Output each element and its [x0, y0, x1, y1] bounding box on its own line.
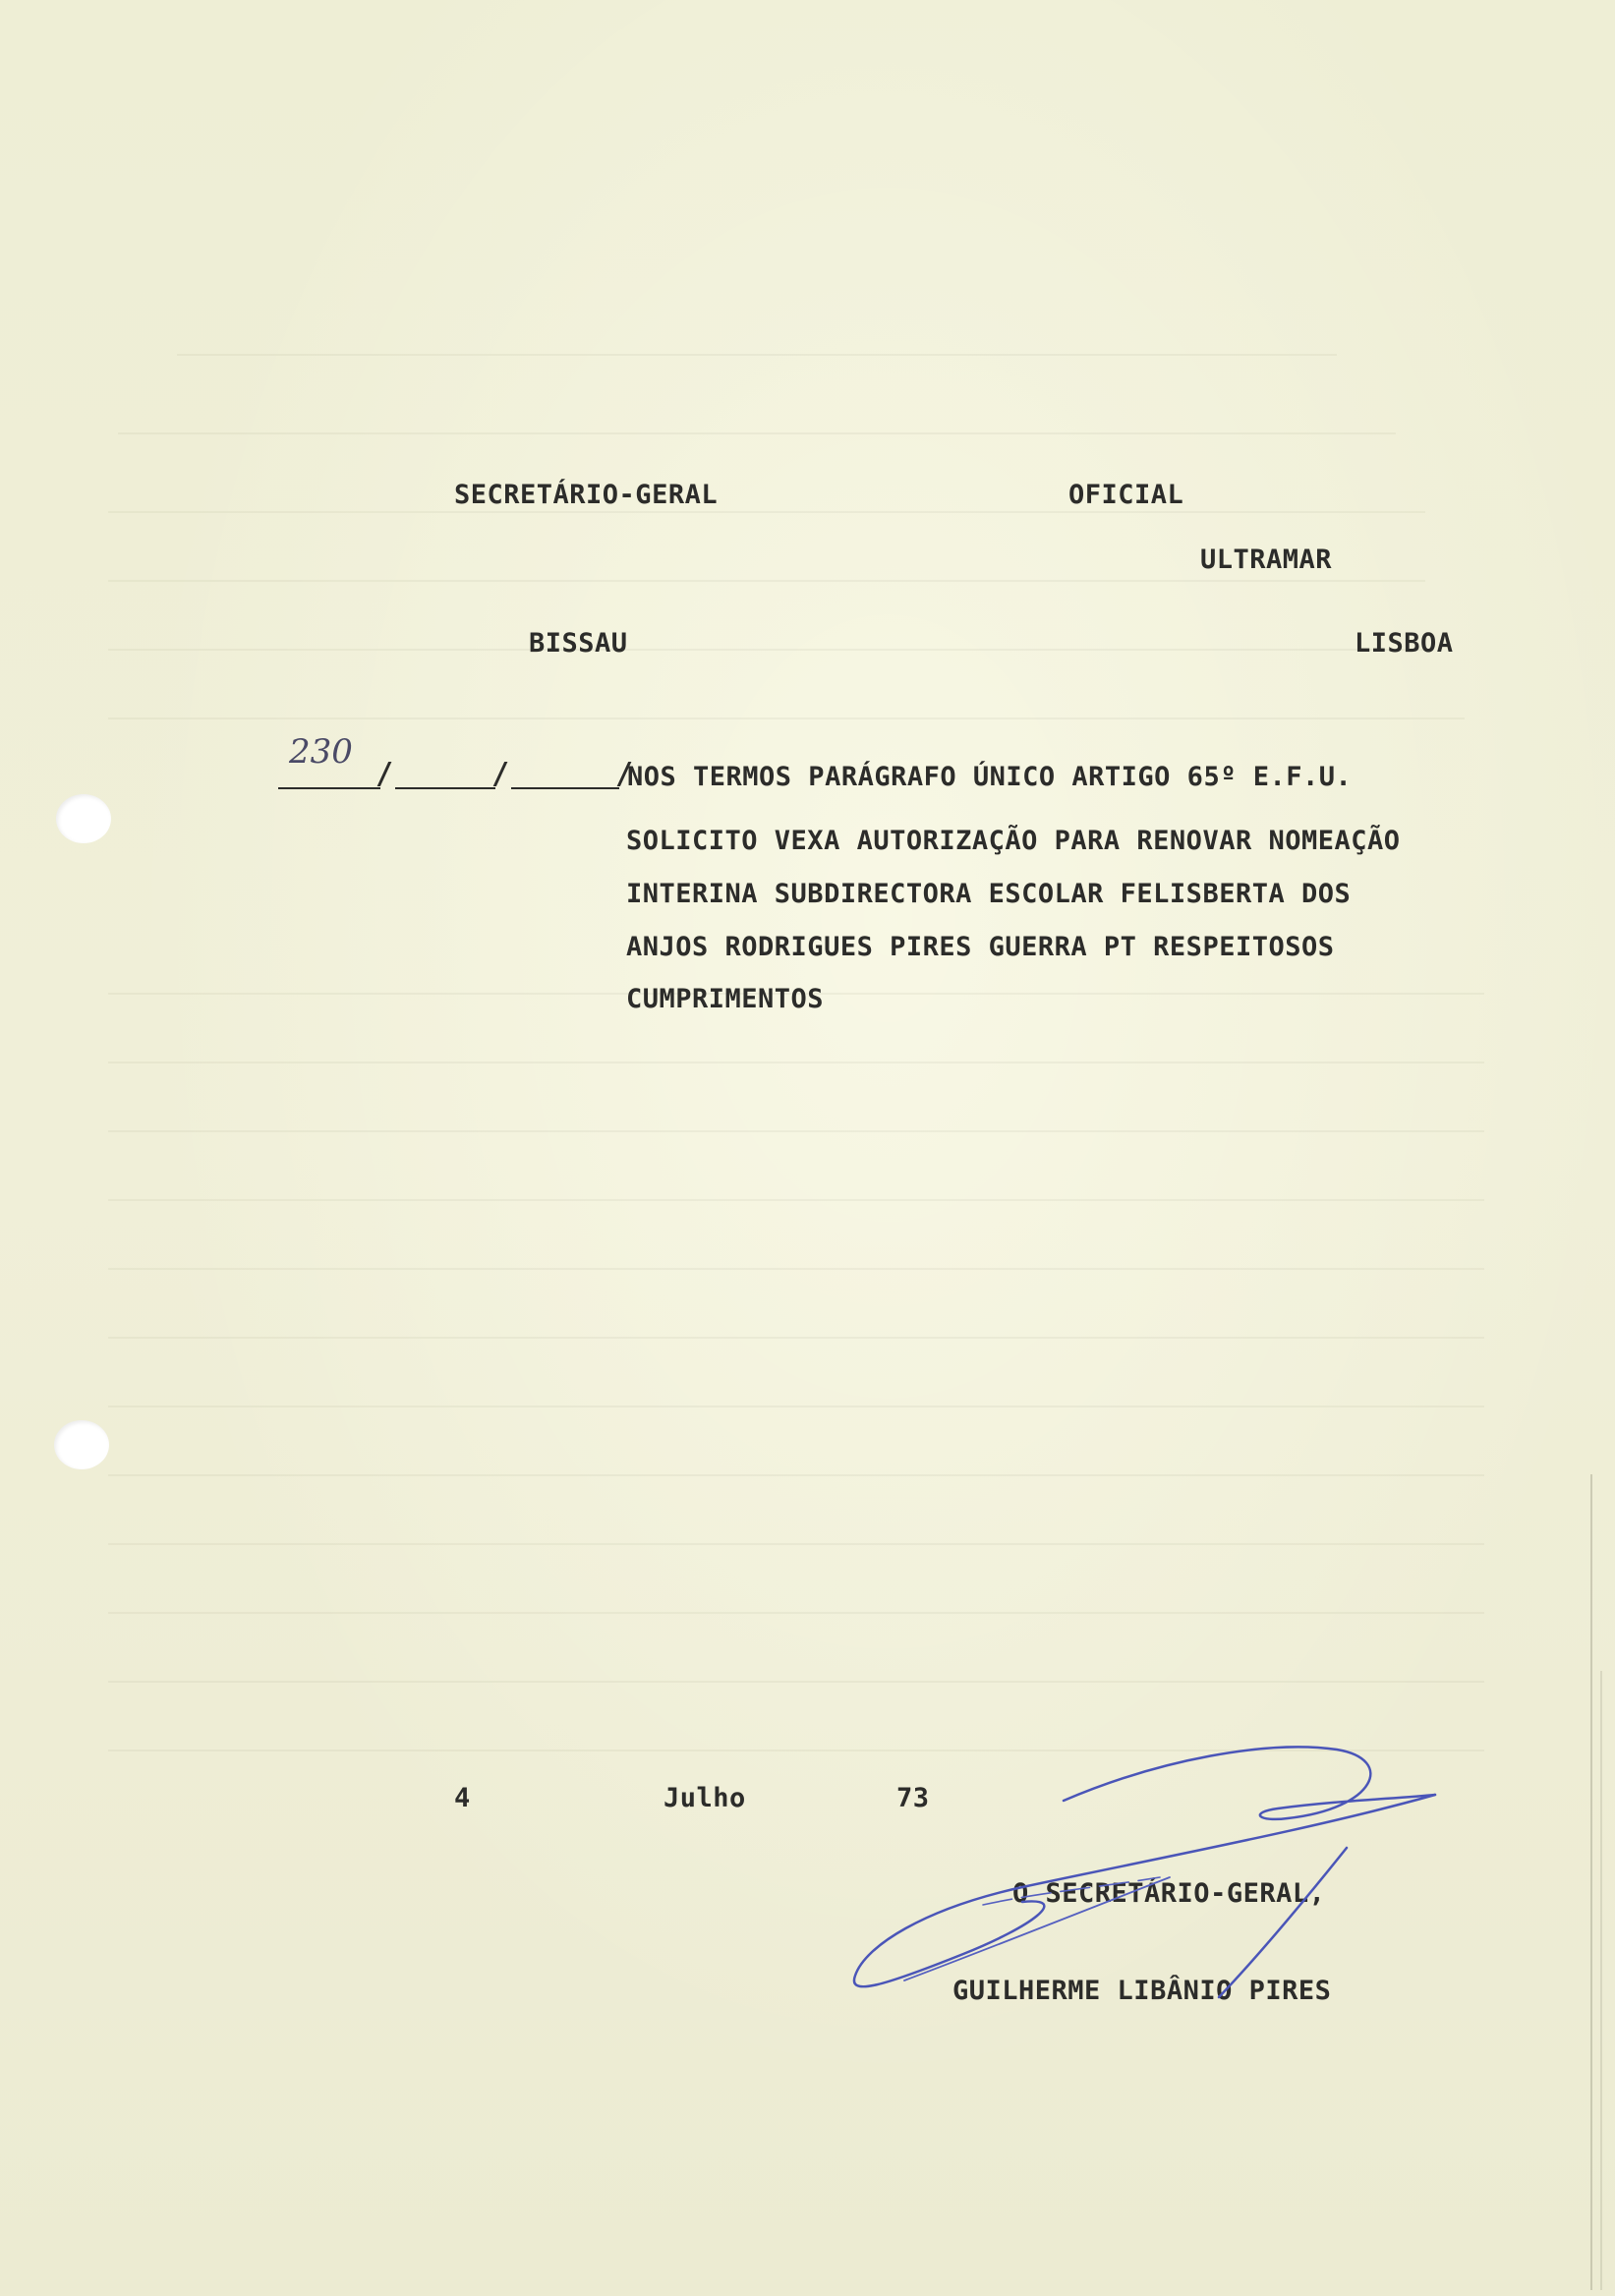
- bleed-through-line: [108, 1474, 1484, 1476]
- bleed-through-line: [108, 718, 1465, 719]
- message-line: NOS TERMOS PARÁGRAFO ÚNICO ARTIGO 65º E.F.U.: [627, 762, 1353, 792]
- bleed-through-line: [108, 1406, 1484, 1407]
- reference-number: 230: [289, 732, 353, 772]
- bleed-through-line: [108, 580, 1425, 582]
- bleed-through-line: [108, 649, 1425, 651]
- reference-separator: /: [615, 757, 634, 791]
- paper-edge-crease: [1600, 1671, 1602, 2290]
- handwritten-signature: [845, 1740, 1553, 2025]
- bleed-through-line: [108, 1337, 1484, 1339]
- bleed-through-line: [108, 1130, 1484, 1132]
- message-line: ANJOS RODRIGUES PIRES GUERRA PT RESPEITOSOS: [626, 932, 1335, 962]
- sender-place: BISSAU: [529, 628, 628, 659]
- paper-edge-crease: [1590, 1474, 1592, 2290]
- reference-blank: [511, 787, 619, 789]
- bleed-through-line: [177, 354, 1337, 356]
- recipient-title: ULTRAMAR: [1200, 545, 1333, 575]
- bleed-through-line: [108, 1612, 1484, 1614]
- sender-title: SECRETÁRIO-GERAL: [454, 480, 719, 510]
- classification-label: OFICIAL: [1068, 480, 1184, 510]
- reference-separator: /: [491, 757, 510, 791]
- date-month: Julho: [663, 1783, 746, 1813]
- reference-blank: [395, 787, 495, 789]
- date-day: 4: [454, 1783, 471, 1813]
- message-line: CUMPRIMENTOS: [626, 984, 825, 1014]
- reference-blank: [278, 787, 380, 789]
- reference-separator: /: [375, 757, 394, 791]
- signatory-name: GUILHERME LIBÂNIO PIRES: [952, 1976, 1332, 2006]
- signature-title: O SECRETÁRIO-GERAL,: [1012, 1878, 1326, 1909]
- bleed-through-line: [108, 511, 1425, 513]
- date-year: 73: [896, 1783, 930, 1813]
- message-line: INTERINA SUBDIRECTORA ESCOLAR FELISBERTA DOS: [626, 879, 1352, 909]
- bleed-through-line: [108, 1681, 1484, 1683]
- bleed-through-line: [108, 1543, 1484, 1545]
- punch-hole: [54, 1420, 109, 1469]
- recipient-place: LISBOA: [1355, 628, 1454, 659]
- bleed-through-line: [108, 1268, 1484, 1270]
- message-line: SOLICITO VEXA AUTORIZAÇÃO PARA RENOVAR NOMEAÇÃO: [626, 826, 1401, 856]
- punch-hole: [56, 794, 111, 843]
- bleed-through-line: [118, 432, 1396, 434]
- bleed-through-line: [108, 1062, 1484, 1063]
- bleed-through-line: [108, 1199, 1484, 1201]
